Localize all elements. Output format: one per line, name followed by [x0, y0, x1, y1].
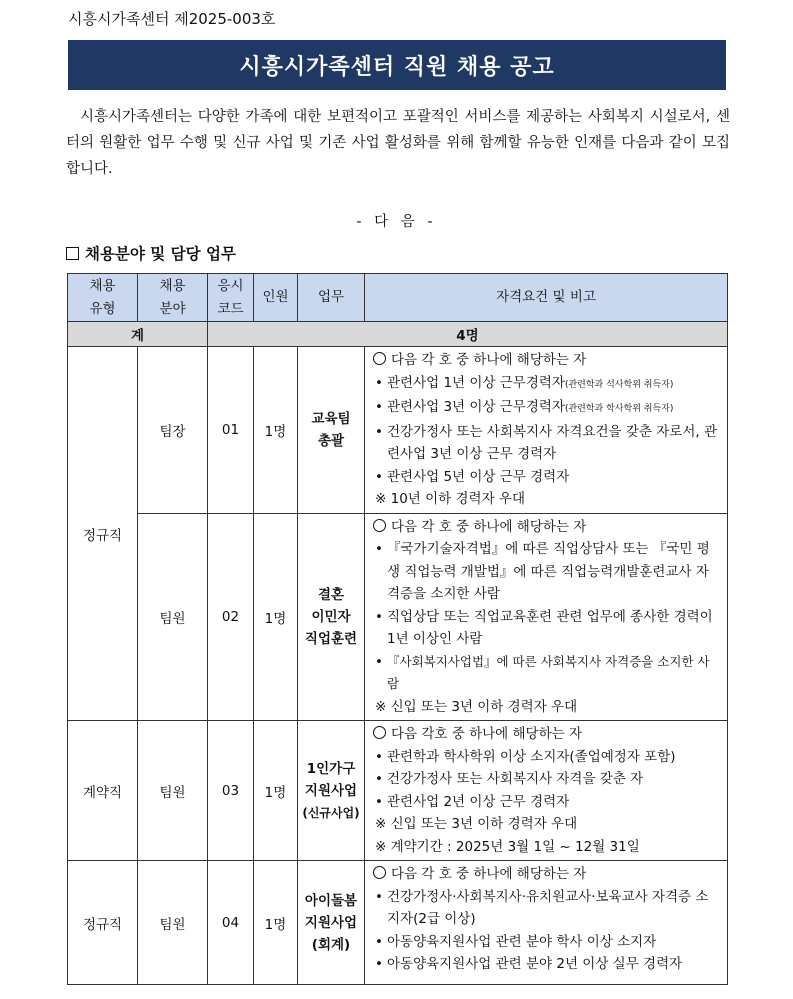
- table-header-row: [68, 274, 728, 322]
- bullet-icon: •: [375, 888, 383, 905]
- row-task: [298, 721, 365, 861]
- row-task-line2: 지원사업: [304, 782, 358, 799]
- qual-bullet-text: 관련사업 1년 이상 근무경력자: [387, 374, 565, 391]
- circle-icon: [373, 726, 386, 739]
- qual-lead-text: 다음 각 호 중 하나에 해당하는 자: [391, 866, 587, 882]
- row-task-line3: (회계): [311, 936, 351, 953]
- qual-bullet-text: 건강가정사·사회복지사·유치원교사·보육교사 자격증 소지자(2급 이상): [387, 888, 709, 927]
- row-field: 팀장: [138, 347, 208, 514]
- qual-bullet-text: 관련사업 5년 이상 근무 경력자: [387, 468, 570, 485]
- qual-bullet: [371, 791, 721, 814]
- qual-lead-text: 다음 각 호 중 하나에 해당하는 자: [391, 352, 587, 368]
- qual-bullet-text: 관련학과 학사학위 이상 소지자(졸업예정자 포함): [387, 748, 676, 765]
- bullet-icon: •: [375, 374, 383, 391]
- qual-lead: [371, 723, 721, 746]
- qual-bullet-text: 『사회복지사업법』에 따른 사회복지사 자격증을 소지한 사람: [387, 653, 710, 691]
- header-type-line2: 유형: [89, 300, 116, 317]
- bullet-icon: •: [375, 608, 383, 625]
- intro-paragraph: 시흥시가족센터는 다양한 가족에 대한 보편적이고 포괄적인 서비스를 제공하는 사회복지 시설로서, 센터의 원활한 업무 수행 및 신규 사업 및 기존 사업 활성화를 위해 함께할 유능한 인재를 다음과 같이 모집합니다.: [66, 109, 730, 177]
- header-task: 업무: [298, 274, 365, 322]
- row-task-line2: 지원사업: [304, 914, 358, 931]
- header-qual: 자격요건 및 비고: [365, 274, 728, 322]
- header-code-line1: 응시: [217, 277, 244, 294]
- qual-bullet-text: 직업상담 또는 직업교육훈련 관련 업무에 종사한 경력이 1년 이상인 사람: [387, 608, 713, 647]
- row-qualification: [365, 861, 728, 985]
- qual-lead: [371, 516, 721, 539]
- header-type-line1: 채용: [89, 277, 116, 294]
- qual-remark: ※ 신입 또는 3년 이하 경력자 우대: [375, 816, 578, 832]
- qual-remark: ※ 신입 또는 3년 이하 경력자 우대: [375, 698, 578, 715]
- qual-bullet: [371, 372, 721, 397]
- row-count: 1명: [254, 513, 298, 721]
- qual-bullet: [371, 953, 721, 976]
- row-code: 04: [208, 861, 254, 985]
- table-row: [68, 347, 728, 514]
- row-task-line1: 교육팀: [311, 410, 351, 427]
- qual-bullet-text: 관련사업 3년 이상 근무경력자: [387, 399, 565, 415]
- qual-bullet: [371, 886, 721, 931]
- section-divider-heading: - 다 음 -: [356, 214, 437, 230]
- qual-bullet: [371, 768, 721, 791]
- row-task: [298, 861, 365, 985]
- row-task-line3: 직업훈련: [304, 630, 358, 647]
- row-task: [298, 347, 365, 514]
- bullet-icon: •: [375, 748, 383, 765]
- qual-bullet: [371, 651, 721, 696]
- table-row: [68, 861, 728, 985]
- qual-bullet-note: (관련학과 학사학위 취득자): [564, 404, 674, 414]
- qual-remark-2: ※ 계약기간 : 2025년 3월 1일 ~ 12월 31일: [375, 838, 640, 855]
- checkbox-square-icon: [66, 247, 79, 260]
- header-code: [208, 274, 254, 322]
- qual-bullet-text: 아동양육지원사업 관련 분야 학사 이상 소지자: [387, 933, 657, 950]
- row-count: 1명: [254, 347, 298, 514]
- row-task-line2: 총괄: [317, 432, 345, 449]
- qual-bullet: [371, 606, 721, 651]
- table-total-row: [68, 322, 728, 347]
- circle-icon: [373, 519, 386, 532]
- qual-bullet: [371, 466, 721, 489]
- row-task: [298, 513, 365, 721]
- table-row: [68, 721, 728, 861]
- document-number: 시흥시가족센터 제2025-003호: [68, 10, 276, 28]
- qual-bullet-text: 건강가정사 또는 사회복지사 자격요건을 갖춘 자로서, 관련사업 3년 이상 근무 경력자: [387, 423, 717, 462]
- row-task-line1: 결혼: [317, 586, 345, 603]
- bullet-icon: •: [375, 399, 383, 415]
- row-field: 팀원: [138, 861, 208, 985]
- qual-bullet: [371, 396, 721, 421]
- header-field-line1: 채용: [159, 277, 186, 294]
- header-field: [138, 274, 208, 322]
- bullet-icon: •: [375, 793, 383, 810]
- qual-bullet: [371, 746, 721, 769]
- circle-icon: [373, 866, 386, 879]
- row-task-line1: 아이돌봄: [304, 892, 358, 909]
- qual-lead: [371, 349, 721, 372]
- bullet-icon: •: [375, 541, 383, 557]
- row-field: 팀원: [138, 513, 208, 721]
- bullet-icon: •: [375, 423, 383, 440]
- row-task-line3: (신규사업): [302, 805, 360, 820]
- qual-bullet-text: 아동양육지원사업 관련 분야 2년 이상 실무 경력자: [387, 956, 683, 972]
- row-task-line2: 이민자: [311, 608, 351, 625]
- row-count: 1명: [254, 861, 298, 985]
- row-task-line1: 1인가구: [306, 760, 356, 777]
- qual-bullet: [371, 421, 721, 466]
- table-row: [68, 513, 728, 721]
- page-title: [68, 40, 726, 90]
- row-type: 정규직: [68, 347, 138, 721]
- bullet-icon: •: [375, 933, 383, 950]
- row-code: 01: [208, 347, 254, 514]
- qual-lead: [371, 863, 721, 886]
- bullet-icon: •: [375, 956, 383, 972]
- page-title-text: 시흥시가족센터 직원 채용 공고: [239, 54, 555, 80]
- header-count: 인원: [254, 274, 298, 322]
- recruitment-table: [67, 273, 728, 985]
- total-label: 계: [68, 322, 208, 347]
- qual-bullet: [371, 538, 721, 606]
- row-qualification: [365, 513, 728, 721]
- section-title-text: 채용분야 및 담당 업무: [85, 245, 236, 263]
- row-code: 02: [208, 513, 254, 721]
- circle-icon: [373, 352, 386, 365]
- qual-bullet-text: 관련사업 2년 이상 근무 경력자: [387, 793, 570, 810]
- bullet-icon: •: [375, 468, 383, 485]
- row-type: 계약직: [68, 721, 138, 861]
- header-code-line2: 코드: [217, 300, 244, 317]
- qual-bullet-note: (관련학과 석사학위 취득자): [564, 379, 674, 390]
- header-field-line2: 분야: [159, 300, 186, 317]
- header-type: [68, 274, 138, 322]
- section-title: [66, 242, 236, 264]
- qual-lead-text: 다음 각 호 중 하나에 해당하는 자: [391, 518, 587, 535]
- bullet-icon: •: [375, 771, 383, 787]
- row-qualification: [365, 347, 728, 514]
- qual-bullet-text: 건강가정사 또는 사회복지사 자격을 갖춘 자: [387, 771, 644, 787]
- qual-remark: ※ 10년 이하 경력자 우대: [375, 491, 525, 507]
- row-type: 정규직: [68, 861, 138, 985]
- qual-bullet-text: 『국가기술자격법』에 따른 직업상담사 또는 『국민 평생 직업능력 개발법』에 따른 직업능력개발훈련교사 자격증을 소지한 사람: [387, 541, 710, 602]
- qual-lead-text: 다음 각호 중 하나에 해당하는 자: [391, 726, 582, 742]
- qual-bullet: [371, 931, 721, 954]
- row-field: 팀원: [138, 721, 208, 861]
- bullet-icon: •: [375, 653, 383, 670]
- row-code: 03: [208, 721, 254, 861]
- row-count: 1명: [254, 721, 298, 861]
- row-qualification: [365, 721, 728, 861]
- total-value: 4명: [208, 322, 728, 347]
